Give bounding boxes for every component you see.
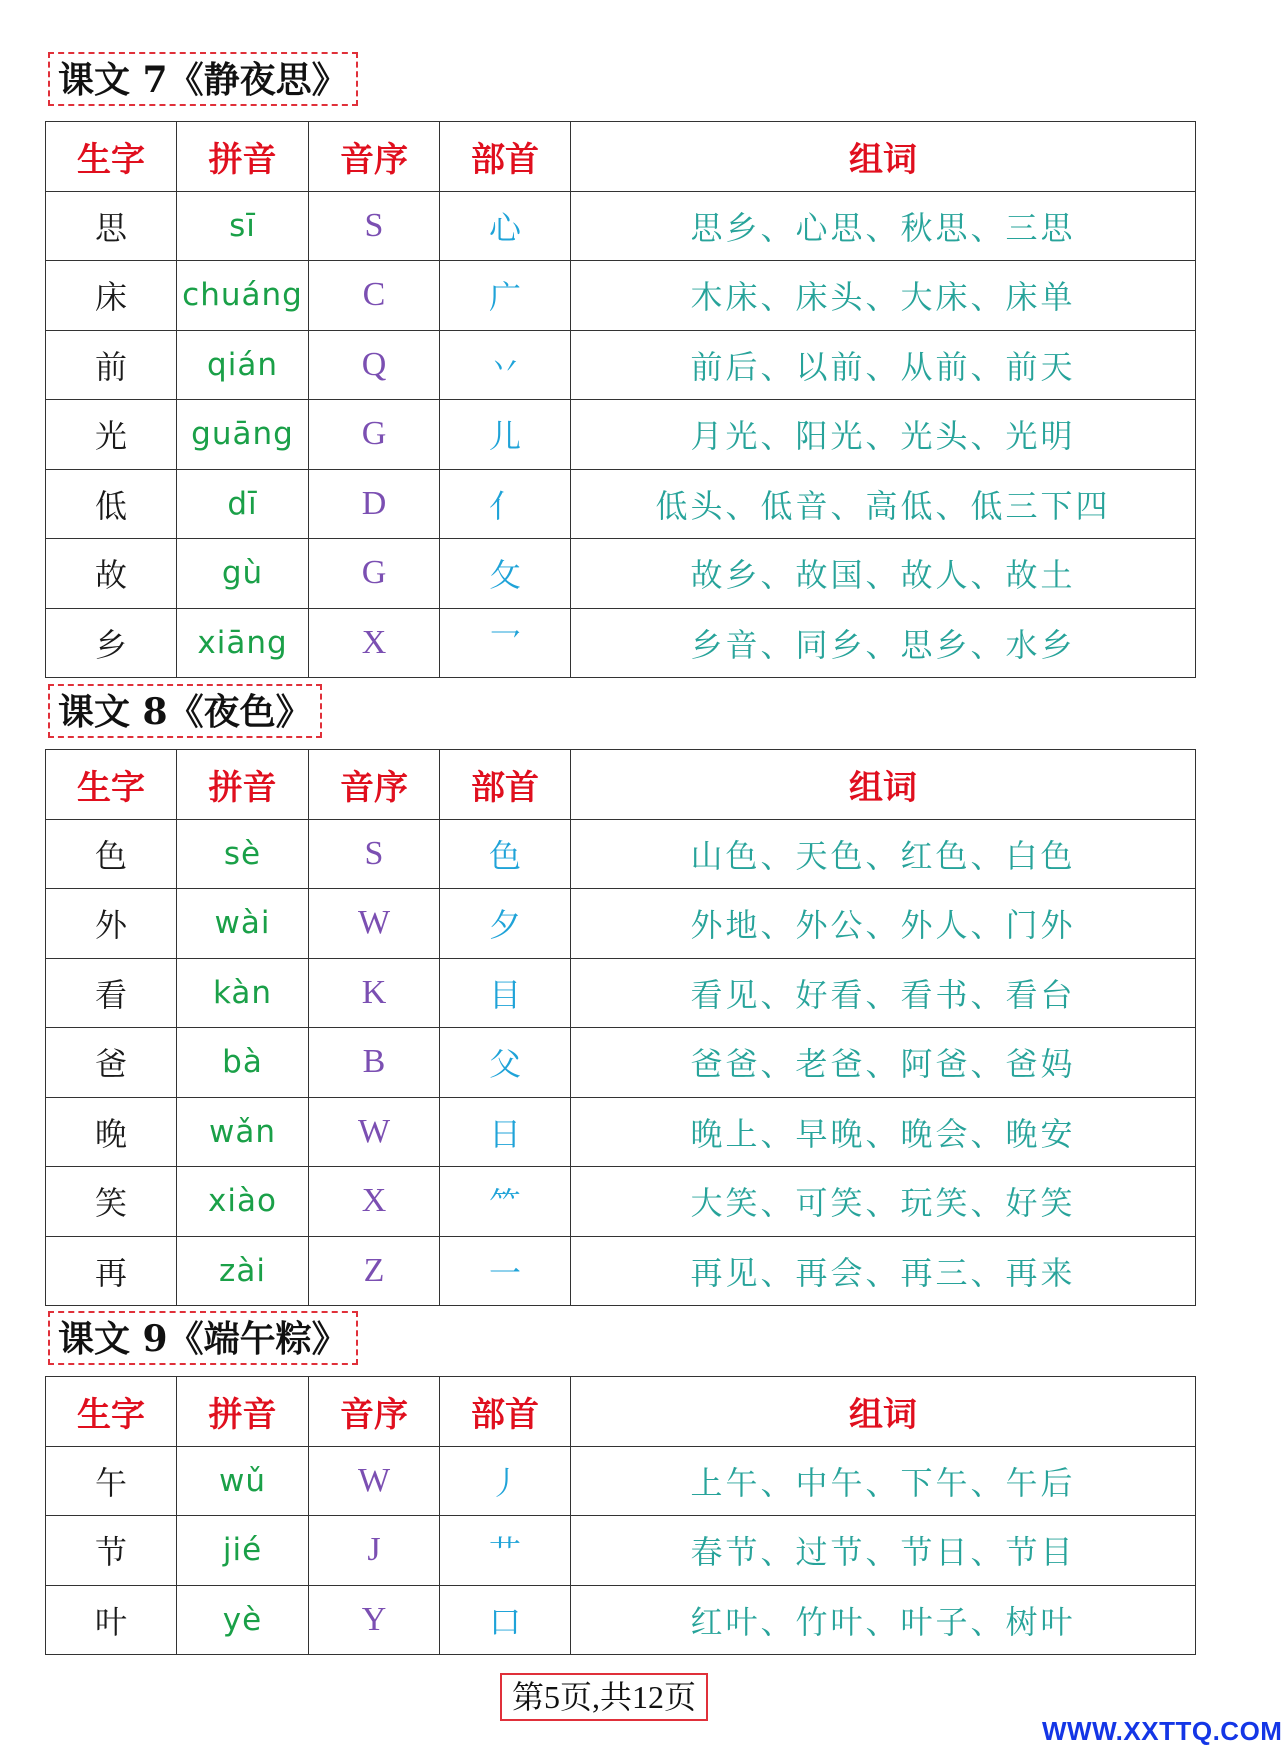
pinyin-cell: wài bbox=[177, 889, 309, 959]
words-cell: 红叶、竹叶、叶子、树叶 bbox=[571, 1585, 1196, 1655]
words-cell: 晚上、早晚、晚会、晚安 bbox=[571, 1097, 1196, 1167]
page-number: 第5页,共12页 bbox=[500, 1673, 708, 1721]
words-cell: 上午、中午、下午、午后 bbox=[571, 1446, 1196, 1516]
order-cell: B bbox=[309, 1028, 440, 1098]
words-cell: 看见、好看、看书、看台 bbox=[571, 958, 1196, 1028]
radical-cell: 夕 bbox=[440, 889, 571, 959]
char-cell: 午 bbox=[46, 1446, 177, 1516]
header-pinyin: 拼音 bbox=[177, 122, 309, 192]
radical-cell: 丷 bbox=[440, 330, 571, 400]
radical-cell: 目 bbox=[440, 958, 571, 1028]
words-cell: 思乡、心思、秋思、三思 bbox=[571, 191, 1196, 261]
pinyin-cell: sī bbox=[177, 191, 309, 261]
radical-cell: 日 bbox=[440, 1097, 571, 1167]
radical-cell: 儿 bbox=[440, 400, 571, 470]
order-cell: S bbox=[309, 819, 440, 889]
words-cell: 爸爸、老爸、阿爸、爸妈 bbox=[571, 1028, 1196, 1098]
header-row bbox=[46, 122, 1196, 192]
header-pinyin: 拼音 bbox=[177, 1377, 309, 1447]
radical-cell: 广 bbox=[440, 261, 571, 331]
pinyin-cell: dī bbox=[177, 469, 309, 539]
table-row bbox=[46, 1028, 1196, 1098]
order-cell: X bbox=[309, 608, 440, 678]
char-cell: 前 bbox=[46, 330, 177, 400]
pinyin-cell: wǎn bbox=[177, 1097, 309, 1167]
pinyin-cell: jié bbox=[177, 1516, 309, 1586]
radical-cell: 攵 bbox=[440, 539, 571, 609]
lesson-8-title: 课文 8《夜色》 bbox=[48, 684, 322, 738]
char-cell: 低 bbox=[46, 469, 177, 539]
words-cell: 月光、阳光、光头、光明 bbox=[571, 400, 1196, 470]
char-cell: 笑 bbox=[46, 1167, 177, 1237]
lesson-8-table bbox=[45, 749, 1196, 1306]
radical-cell: 亻 bbox=[440, 469, 571, 539]
words-cell: 前后、以前、从前、前天 bbox=[571, 330, 1196, 400]
char-cell: 爸 bbox=[46, 1028, 177, 1098]
pinyin-cell: wǔ bbox=[177, 1446, 309, 1516]
order-cell: W bbox=[309, 889, 440, 959]
char-cell: 色 bbox=[46, 819, 177, 889]
header-char: 生字 bbox=[46, 1377, 177, 1447]
words-cell: 外地、外公、外人、门外 bbox=[571, 889, 1196, 959]
char-cell: 床 bbox=[46, 261, 177, 331]
table-row bbox=[46, 469, 1196, 539]
order-cell: X bbox=[309, 1167, 440, 1237]
words-cell: 大笑、可笑、玩笑、好笑 bbox=[571, 1167, 1196, 1237]
char-cell: 光 bbox=[46, 400, 177, 470]
radical-cell: ⺮ bbox=[440, 1167, 571, 1237]
pinyin-cell: xiāng bbox=[177, 608, 309, 678]
order-cell: J bbox=[309, 1516, 440, 1586]
header-order: 音序 bbox=[309, 750, 440, 820]
pinyin-cell: gù bbox=[177, 539, 309, 609]
table-row bbox=[46, 1236, 1196, 1306]
words-cell: 山色、天色、红色、白色 bbox=[571, 819, 1196, 889]
radical-cell: 色 bbox=[440, 819, 571, 889]
table-row bbox=[46, 1167, 1196, 1237]
header-radical: 部首 bbox=[440, 750, 571, 820]
table-row bbox=[46, 889, 1196, 959]
header-row bbox=[46, 750, 1196, 820]
char-cell: 节 bbox=[46, 1516, 177, 1586]
words-cell: 乡音、同乡、思乡、水乡 bbox=[571, 608, 1196, 678]
char-cell: 叶 bbox=[46, 1585, 177, 1655]
table-row bbox=[46, 539, 1196, 609]
radical-cell: 艹 bbox=[440, 1516, 571, 1586]
order-cell: C bbox=[309, 261, 440, 331]
char-cell: 看 bbox=[46, 958, 177, 1028]
table-row bbox=[46, 958, 1196, 1028]
table-row bbox=[46, 1446, 1196, 1516]
lesson-9-title: 课文 9《端午粽》 bbox=[48, 1311, 358, 1365]
pinyin-cell: chuáng bbox=[177, 261, 309, 331]
header-words: 组词 bbox=[571, 1377, 1196, 1447]
pinyin-cell: zài bbox=[177, 1236, 309, 1306]
order-cell: D bbox=[309, 469, 440, 539]
order-cell: W bbox=[309, 1097, 440, 1167]
radical-cell: 乛 bbox=[440, 608, 571, 678]
words-cell: 再见、再会、再三、再来 bbox=[571, 1236, 1196, 1306]
site-watermark: WWW.XXTTQ.COM bbox=[1042, 1716, 1282, 1746]
table-row bbox=[46, 1516, 1196, 1586]
table-row bbox=[46, 1097, 1196, 1167]
radical-cell: 丿 bbox=[440, 1446, 571, 1516]
char-cell: 思 bbox=[46, 191, 177, 261]
lesson-7-table bbox=[45, 121, 1196, 678]
pinyin-cell: sè bbox=[177, 819, 309, 889]
radical-cell: 心 bbox=[440, 191, 571, 261]
order-cell: G bbox=[309, 400, 440, 470]
char-cell: 故 bbox=[46, 539, 177, 609]
char-cell: 再 bbox=[46, 1236, 177, 1306]
radical-cell: 父 bbox=[440, 1028, 571, 1098]
words-cell: 木床、床头、大床、床单 bbox=[571, 261, 1196, 331]
order-cell: G bbox=[309, 539, 440, 609]
lesson-9-table bbox=[45, 1376, 1196, 1655]
order-cell: K bbox=[309, 958, 440, 1028]
char-cell: 晚 bbox=[46, 1097, 177, 1167]
order-cell: Y bbox=[309, 1585, 440, 1655]
pinyin-cell: xiào bbox=[177, 1167, 309, 1237]
char-cell: 外 bbox=[46, 889, 177, 959]
header-words: 组词 bbox=[571, 122, 1196, 192]
table-row bbox=[46, 330, 1196, 400]
header-order: 音序 bbox=[309, 122, 440, 192]
table-row bbox=[46, 191, 1196, 261]
table-row bbox=[46, 608, 1196, 678]
char-cell: 乡 bbox=[46, 608, 177, 678]
pinyin-cell: qián bbox=[177, 330, 309, 400]
radical-cell: 一 bbox=[440, 1236, 571, 1306]
header-radical: 部首 bbox=[440, 1377, 571, 1447]
words-cell: 故乡、故国、故人、故土 bbox=[571, 539, 1196, 609]
order-cell: W bbox=[309, 1446, 440, 1516]
table-row bbox=[46, 819, 1196, 889]
table-row bbox=[46, 1585, 1196, 1655]
radical-cell: 口 bbox=[440, 1585, 571, 1655]
table-row bbox=[46, 261, 1196, 331]
order-cell: S bbox=[309, 191, 440, 261]
words-cell: 春节、过节、节日、节目 bbox=[571, 1516, 1196, 1586]
header-radical: 部首 bbox=[440, 122, 571, 192]
header-pinyin: 拼音 bbox=[177, 750, 309, 820]
pinyin-cell: guāng bbox=[177, 400, 309, 470]
header-row bbox=[46, 1377, 1196, 1447]
header-words: 组词 bbox=[571, 750, 1196, 820]
words-cell: 低头、低音、高低、低三下四 bbox=[571, 469, 1196, 539]
header-char: 生字 bbox=[46, 122, 177, 192]
lesson-7-title: 课文 7《静夜思》 bbox=[48, 52, 358, 106]
header-char: 生字 bbox=[46, 750, 177, 820]
pinyin-cell: kàn bbox=[177, 958, 309, 1028]
table-row bbox=[46, 400, 1196, 470]
pinyin-cell: yè bbox=[177, 1585, 309, 1655]
pinyin-cell: bà bbox=[177, 1028, 309, 1098]
order-cell: Q bbox=[309, 330, 440, 400]
order-cell: Z bbox=[309, 1236, 440, 1306]
header-order: 音序 bbox=[309, 1377, 440, 1447]
